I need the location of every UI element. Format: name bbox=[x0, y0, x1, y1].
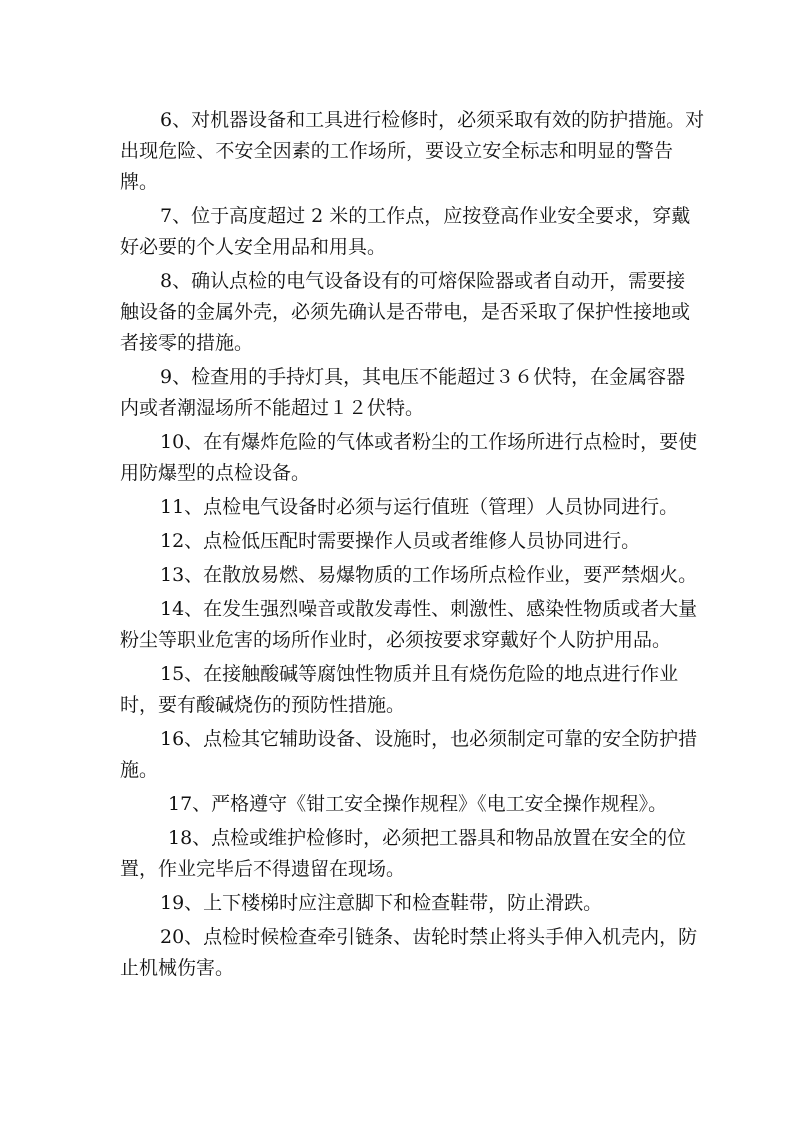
text-line: 18、点检或维护检修时，必须把工器具和物品放置在安全的位 bbox=[168, 827, 687, 849]
text-line: 牌。 bbox=[120, 171, 159, 193]
safety-rule-paragraph bbox=[120, 492, 679, 523]
text-line: 11、点检电气设备时必须与运行值班（管理）人员协同进行。 bbox=[160, 496, 679, 518]
safety-rule-paragraph bbox=[120, 105, 705, 198]
safety-rule-paragraph bbox=[120, 201, 691, 263]
text-line: 6、对机器设备和工具进行检修时，必须采取有效的防护措施。对 bbox=[160, 109, 705, 131]
safety-rule-paragraph bbox=[120, 724, 698, 786]
text-line: 出现危险、不安全因素的工作场所，要设立安全标志和明显的警告 bbox=[120, 140, 673, 162]
safety-rule-paragraph bbox=[120, 659, 679, 721]
text-line: 施。 bbox=[120, 759, 159, 781]
text-line: 20、点检时候检查牵引链条、齿轮时禁止将头手伸入机壳内，防 bbox=[160, 926, 698, 948]
text-line: 9、检查用的手持灯具，其电压不能超过３６伏特，在金属容器 bbox=[160, 366, 686, 388]
safety-rule-paragraph bbox=[120, 922, 698, 984]
text-line: 12、点检低压配时需要操作人员或者维修人员协同进行。 bbox=[160, 530, 641, 552]
text-line: 15、在接触酸碱等腐蚀性物质并且有烧伤危险的地点进行作业 bbox=[160, 663, 679, 685]
safety-rule-paragraph bbox=[120, 823, 687, 885]
text-line: 者接零的措施。 bbox=[120, 332, 254, 354]
text-line: 时，要有酸碱烧伤的预防性措施。 bbox=[120, 694, 406, 716]
text-line: 内或者潮湿场所不能超过１２伏特。 bbox=[120, 397, 425, 419]
safety-rule-paragraph bbox=[120, 594, 698, 656]
text-line: 置，作业完毕后不得遗留在现场。 bbox=[120, 858, 406, 880]
safety-rule-paragraph bbox=[120, 560, 698, 591]
safety-rule-paragraph bbox=[120, 266, 691, 359]
safety-rule-paragraph bbox=[120, 888, 673, 919]
text-line: 10、在有爆炸危险的气体或者粉尘的工作场所进行点检时，要使 bbox=[160, 431, 698, 453]
text-line: 8、确认点检的电气设备设有的可熔保险器或者自动开，需要接 bbox=[160, 270, 686, 292]
text-line: 止机械伤害。 bbox=[120, 957, 235, 979]
text-line: 13、在散放易燃、易爆物质的工作场所点检作业，要严禁烟火。 bbox=[160, 564, 698, 586]
safety-rule-paragraph bbox=[120, 526, 673, 557]
text-line: 19、上下楼梯时应注意脚下和检查鞋带，防止滑跌。 bbox=[160, 892, 603, 914]
text-line: 粉尘等职业危害的场所作业时，必须按要求穿戴好个人防护用品。 bbox=[120, 629, 672, 651]
safety-rule-paragraph bbox=[120, 789, 673, 820]
text-line: 用防爆型的点检设备。 bbox=[120, 462, 311, 484]
text-line: 好必要的个人安全用品和用具。 bbox=[120, 236, 387, 258]
text-line: 16、点检其它辅助设备、设施时，也必须制定可靠的安全防护措 bbox=[160, 728, 698, 750]
document-body bbox=[120, 105, 705, 987]
text-line: 触设备的金属外壳，必须先确认是否带电，是否采取了保护性接地或 bbox=[120, 301, 691, 323]
text-line: 17、严格遵守《钳工安全操作规程》《电工安全操作规程》。 bbox=[168, 793, 668, 815]
safety-rule-paragraph bbox=[120, 427, 698, 489]
text-line: 7、位于高度超过 2 米的工作点，应按登高作业安全要求，穿戴 bbox=[160, 205, 691, 227]
safety-rule-paragraph bbox=[120, 362, 686, 424]
text-line: 14、在发生强烈噪音或散发毒性、刺激性、感染性物质或者大量 bbox=[160, 598, 698, 620]
